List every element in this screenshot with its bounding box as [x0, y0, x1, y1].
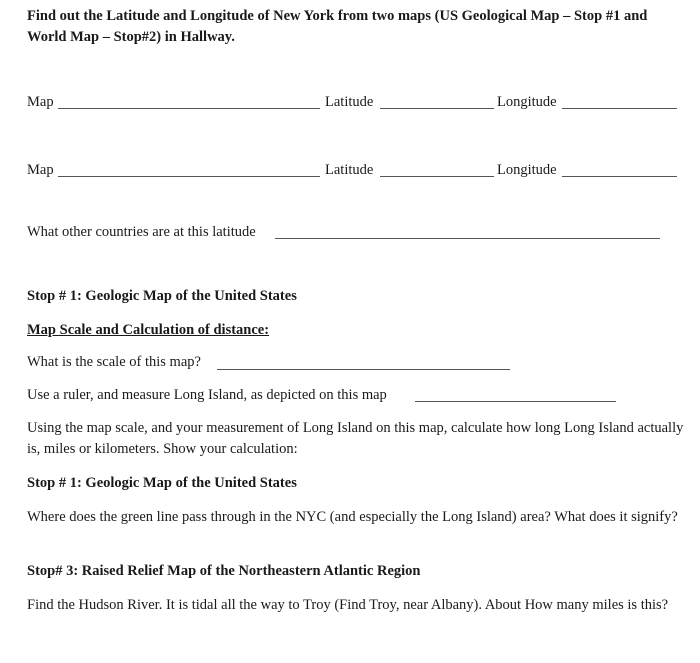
longitude-answer-line-2[interactable]	[562, 176, 677, 177]
ruler-question: Use a ruler, and measure Long Island, as depicted on this map	[27, 387, 387, 403]
map-answer-line-1[interactable]	[58, 108, 320, 109]
longitude-label-1: Longitude	[497, 94, 557, 110]
calculation-question: Using the map scale, and your measurement of Long Island on this map, calculate how long Long Island actually is, miles or kilometers. Show your calculation:	[27, 420, 684, 457]
stop3-heading: Stop# 3: Raised Relief Map of the Northeastern Atlantic Region	[27, 563, 421, 579]
latitude-label-2: Latitude	[325, 162, 374, 178]
countries-answer-line[interactable]	[275, 238, 660, 239]
longitude-answer-line-1[interactable]	[562, 108, 677, 109]
map-label-2: Map	[27, 162, 54, 178]
green-line-question: Where does the green line pass through in the NYC (and especially the Long Island) area? What does it signify?	[27, 509, 678, 525]
title-line-2: World Map – Stop#2) in Hallway.	[27, 29, 235, 45]
latitude-label-1: Latitude	[325, 94, 374, 110]
scale-question: What is the scale of this map?	[27, 354, 201, 370]
latitude-answer-line-2[interactable]	[380, 176, 494, 177]
ruler-answer-line[interactable]	[415, 401, 616, 402]
longitude-label-2: Longitude	[497, 162, 557, 178]
countries-question: What other countries are at this latitude	[27, 224, 256, 240]
latitude-answer-line-1[interactable]	[380, 108, 494, 109]
hudson-question: Find the Hudson River. It is tidal all the way to Troy (Find Troy, near Albany). About How many miles is this?	[27, 597, 669, 613]
scale-answer-line[interactable]	[217, 369, 510, 370]
stop1-heading-repeat: Stop # 1: Geologic Map of the United States	[27, 475, 297, 491]
title-line-1: Find out the Latitude and Longitude of New York from two maps (US Geological Map – Stop #1 and	[27, 8, 648, 24]
scale-subheading: Map Scale and Calculation of distance:	[27, 322, 270, 338]
map-answer-line-2[interactable]	[58, 176, 320, 177]
map-label-1: Map	[27, 94, 54, 110]
stop1-heading: Stop # 1: Geologic Map of the United States	[27, 288, 297, 304]
